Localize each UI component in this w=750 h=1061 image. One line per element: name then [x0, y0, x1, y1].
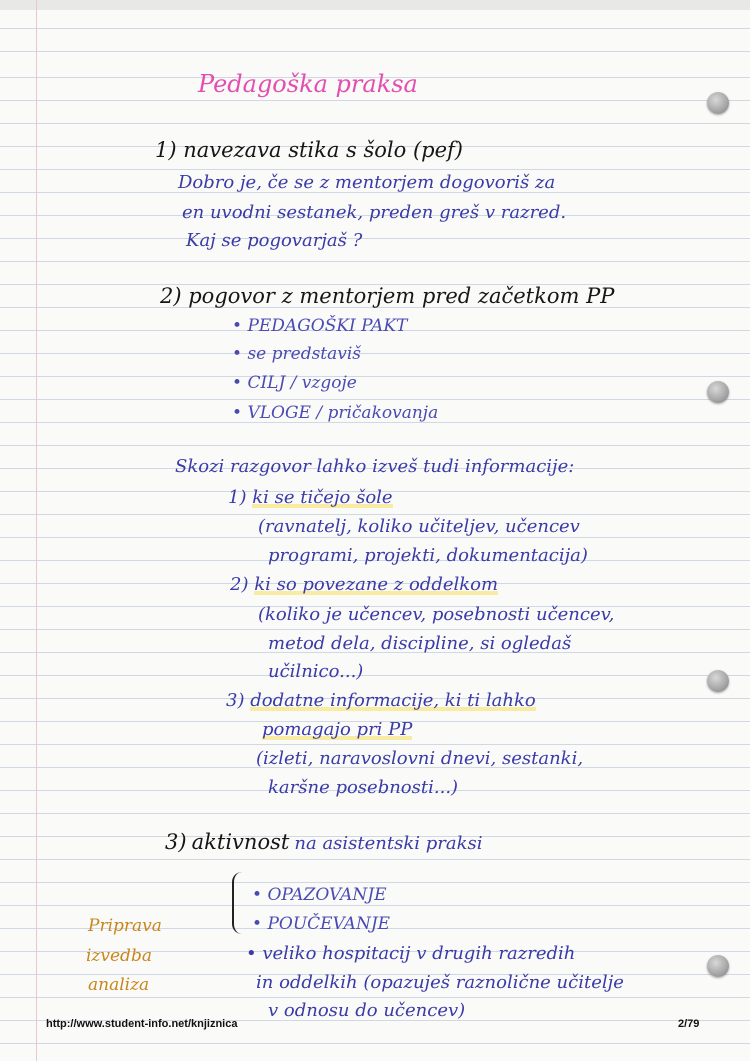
- bullet-item: • veliko hospitacij v drugih razredih: [246, 943, 576, 964]
- bullet-text: VLOGE / pričakovanja: [247, 403, 439, 423]
- page-top-edge: [0, 0, 750, 10]
- section-3-word: aktivnost: [191, 830, 290, 854]
- continuation-line: in oddelkih (opazuješ raznolične učitelje: [256, 972, 624, 993]
- bullet-item: • CILJ / vzgoje: [232, 373, 357, 393]
- section-1-heading: 1) navezava stika s šolo (pef): [155, 138, 463, 162]
- footer-page-number: 2/79: [678, 1018, 700, 1030]
- bullet-text: veliko hospitacij v drugih razredih: [262, 943, 576, 964]
- side-label: Priprava: [88, 916, 162, 936]
- bullet-text: POUČEVANJE: [267, 914, 391, 934]
- item-label-continued: [262, 719, 412, 740]
- item-label: ki so povezane z oddelkom: [254, 574, 499, 595]
- bullet-item: • PEDAGOŠKI PAKT: [232, 316, 408, 336]
- item-number: 2): [230, 574, 249, 595]
- item-label: ki se tičejo šole: [252, 487, 393, 508]
- info-item-2: [230, 574, 498, 595]
- item-detail-line: učilnico...): [268, 661, 364, 682]
- brace: [232, 872, 246, 934]
- punch-hole: [707, 92, 729, 114]
- page-title: Pedagoška praksa: [198, 70, 418, 98]
- side-label: analiza: [88, 975, 150, 995]
- bullet-text: CILJ / vzgoje: [247, 373, 357, 393]
- continuation-line: v odnosu do učencev): [268, 1000, 466, 1021]
- item-number: 1): [228, 487, 247, 508]
- item-label-2: pomagajo pri PP: [262, 719, 413, 740]
- section-3-heading: [165, 830, 483, 854]
- bullet-item: • OPAZOVANJE: [252, 885, 387, 905]
- item-number: 3): [226, 690, 245, 711]
- bullet-item: • POUČEVANJE: [252, 914, 391, 934]
- section-3-number: 3): [165, 830, 187, 854]
- section-2-intro: Skozi razgovor lahko izveš tudi informacije:: [175, 456, 575, 477]
- item-detail-line: programi, projekti, dokumentacija): [268, 545, 588, 566]
- punch-hole: [707, 381, 729, 403]
- punch-hole: [707, 670, 729, 692]
- item-detail-line: (izleti, naravoslovni dnevi, sestanki,: [256, 748, 584, 769]
- bullet-text: PEDAGOŠKI PAKT: [247, 316, 408, 336]
- footer-url[interactable]: http://www.student-info.net/knjiznica: [46, 1018, 238, 1030]
- section-1-line: en uvodni sestanek, preden greš v razred.: [182, 202, 567, 223]
- item-detail-line: karšne posebnosti...): [268, 777, 459, 798]
- item-label: dodatne informacije, ki ti lahko: [250, 690, 536, 711]
- section-2-heading: 2) pogovor z mentorjem pred začetkom PP: [160, 284, 615, 308]
- bullet-item: • VLOGE / pričakovanja: [232, 403, 439, 423]
- side-label: izvedba: [86, 946, 152, 966]
- item-detail-line: (koliko je učencev, posebnosti učencev,: [258, 604, 615, 625]
- info-item-1: [228, 487, 393, 508]
- item-detail-line: (ravnatelj, koliko učiteljev, učencev: [258, 516, 580, 537]
- bullet-text: se predstaviš: [247, 344, 362, 364]
- section-1-line: Dobro je, če se z mentorjem dogovoriš za: [178, 172, 556, 193]
- margin-line: [36, 0, 37, 1061]
- item-detail-line: metod dela, discipline, si ogledaš: [268, 633, 572, 654]
- bullet-text: OPAZOVANJE: [267, 885, 387, 905]
- info-item-3: [226, 690, 536, 711]
- section-3-rest: na asistentski praksi: [294, 833, 483, 854]
- section-1-line: Kaj se pogovarjaš ?: [186, 230, 363, 251]
- punch-hole: [707, 955, 729, 977]
- bullet-item: • se predstaviš: [232, 344, 362, 364]
